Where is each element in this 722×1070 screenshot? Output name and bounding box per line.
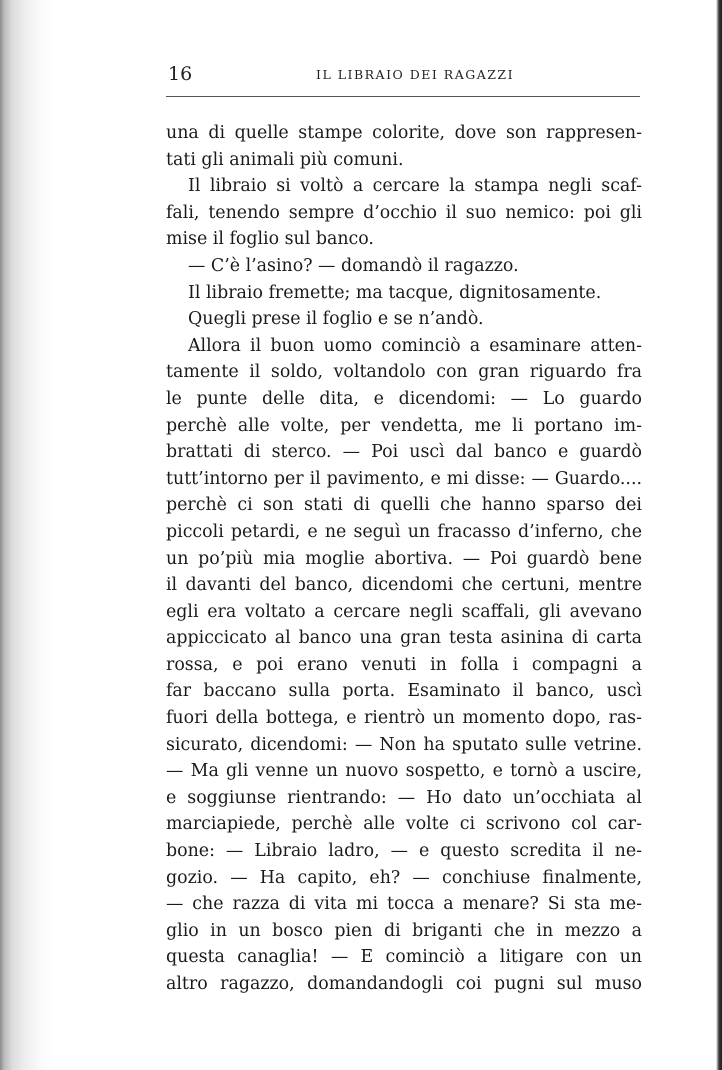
text-line: tati gli animali più comuni. [166, 149, 404, 170]
text-line: — Ma gli venne un nuovo sospetto, e tornò a uscire, [166, 761, 642, 782]
page-binding-shadow [0, 0, 52, 1070]
text-line: perchè alle volte, per vendetta, me li portano im- [166, 415, 642, 436]
text-line: mise il foglio sul banco. [166, 229, 374, 250]
text-line: glio in un bosco pien di briganti che in mezzo a [166, 920, 642, 941]
text-line: Quegli prese il foglio e se n’andò. [188, 309, 484, 330]
text-line: questa canaglia! — E cominciò a litigare con un [166, 947, 642, 968]
text-line: una di quelle stampe colorite, dove son rappresen- [166, 123, 642, 143]
text-line: far baccano sulla porta. Esaminato il banco, uscì [166, 681, 642, 702]
text-line: marciapiede, perchè alle volte ci scrivono col car- [166, 814, 642, 835]
text-line: sicurato, dicendomi: — Non ha sputato sulle vetrine. [166, 734, 642, 755]
text-line: tamente il soldo, voltandolo con gran riguardo fra [166, 362, 642, 383]
text-line: e soggiunse rientrando: — Ho dato un’occhiata al [166, 787, 642, 808]
body-text [166, 120, 642, 998]
text-line: fuori della bottega, e rientrò un momento dopo, ras- [166, 708, 642, 729]
text-line: fali, tenendo sempre d’occhio il suo nemico: poi gli [166, 202, 642, 223]
text-line: tutt’intorno per il pavimento, e mi disse: — Guardo.... [166, 468, 642, 489]
text-line: le punte delle dita, e dicendomi: — Lo guardo [166, 388, 642, 409]
text-line: appiccicato al banco una gran testa asinina di carta [166, 628, 642, 649]
text-line: brattati di sterco. — Poi uscì dal banco e guardò [166, 442, 642, 463]
text-line: bone: — Libraio ladro, — e questo scredita il ne- [166, 841, 642, 862]
page-right-edge [716, 0, 722, 1070]
text-line: egli era voltato a cercare negli scaffali, gli avevano [166, 601, 642, 622]
text-line: — che razza di vita mi tocca a menare? Si sta me- [166, 894, 642, 915]
text-line: il davanti del banco, dicendomi che certuni, mentre [166, 575, 642, 596]
text-line: Allora il buon uomo cominciò a esaminare atten- [188, 335, 642, 356]
text-line: piccoli petardi, e ne seguì un fracasso d’inferno, che [166, 521, 642, 542]
page-header [168, 62, 640, 88]
text-line: — C’è l’asino? — domandò il ragazzo. [188, 255, 519, 276]
text-line: gozio. — Ha capito, eh? — conchiuse finalmente, [166, 867, 642, 888]
text-line: perchè ci son stati di quelli che hanno sparso dei [166, 495, 642, 516]
text-line: un po’più mia moglie abortiva. — Poi guardò bene [166, 548, 642, 569]
text-line: altro ragazzo, domandandogli coi pugni sul muso [166, 974, 642, 994]
page-number: 16 [168, 63, 193, 85]
header-rule [166, 96, 640, 97]
running-head: IL LIBRAIO DEI RAGAZZI [316, 67, 515, 82]
text-line: rossa, e poi erano venuti in folla i compagni a [166, 654, 642, 675]
text-line: Il libraio fremette; ma tacque, dignitosamente. [188, 282, 602, 303]
text-line: Il libraio si voltò a cercare la stampa negli scaf- [188, 176, 642, 197]
